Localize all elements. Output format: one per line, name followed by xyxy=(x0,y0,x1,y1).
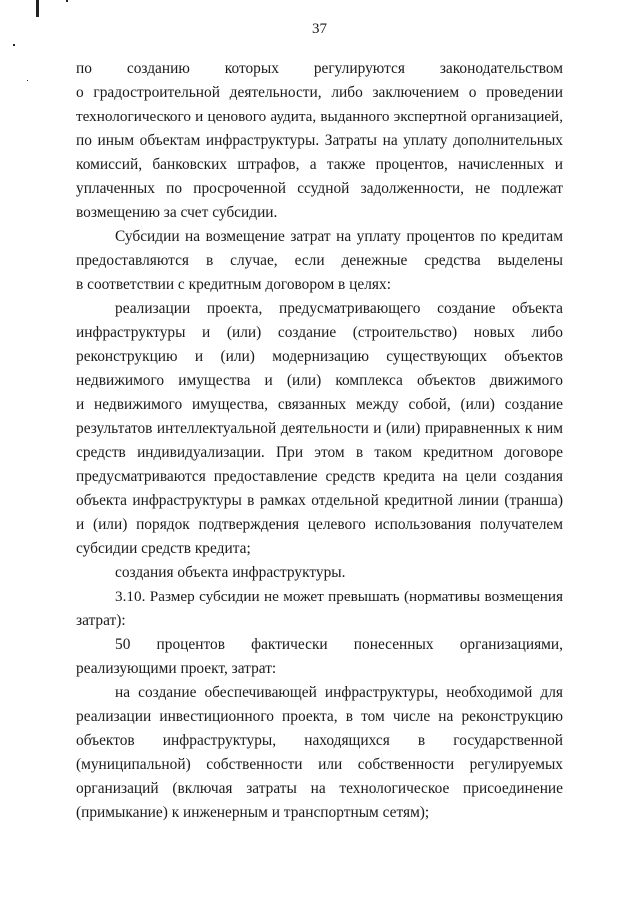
text-line: объектов инфраструктуры, находящихся в государственной xyxy=(76,732,563,749)
text-line: и недвижимого имущества, связанных между собой, (или) создание xyxy=(76,396,563,413)
scan-mark xyxy=(66,0,68,2)
text-line: создания объекта инфраструктуры. xyxy=(115,564,346,581)
text-line: и (или) порядок подтверждения целевого использования получателем xyxy=(76,516,563,533)
text-line: о градостроительной деятельности, либо заключением о проведении xyxy=(76,84,563,101)
text-line: объекта инфраструктуры в рамках отдельной кредитной линии (транша) xyxy=(76,492,563,509)
text-line: средств индивидуализации. При этом в таком кредитном договоре xyxy=(76,444,563,461)
text-line: реконструкцию и (или) модернизацию существующих объектов xyxy=(76,348,563,365)
text-line: инфраструктуры и (или) создание (строительство) новых либо xyxy=(76,324,563,341)
text-line: технологического и ценового аудита, выданного экспертной организацией, xyxy=(76,108,563,125)
scan-mark xyxy=(13,44,15,46)
text-line: уплаченных по просроченной ссудной задолженности, не подлежат xyxy=(76,180,563,197)
text-line: предусматриваются предоставление средств кредита на цели создания xyxy=(76,468,563,485)
text-line: комиссий, банковских штрафов, а также процентов, начисленных и xyxy=(76,156,563,173)
text-line: Субсидии на возмещение затрат на уплату процентов по кредитам xyxy=(115,228,563,245)
text-line: реализации инвестиционного проекта, в том числе на реконструкцию xyxy=(76,708,563,725)
text-line: организаций (включая затраты на технологическое присоединение xyxy=(76,780,563,797)
text-line: по созданию которых регулируются законодательством xyxy=(76,60,563,77)
text-line: в соответствии с кредитным договором в целях: xyxy=(76,276,391,293)
text-line: (примыкание) к инженерным и транспортным сетям); xyxy=(76,804,430,821)
text-line: 50 процентов фактически понесенных организациями, xyxy=(115,636,563,653)
text-line: результатов интеллектуальной деятельности и (или) приравненных к ним xyxy=(76,420,563,437)
text-line: реализующими проект, затрат: xyxy=(76,660,277,677)
text-line: (муниципальной) собственности или собственности регулируемых xyxy=(76,756,563,773)
text-line: возмещению за счет субсидии. xyxy=(76,204,278,221)
text-line: субсидии средств кредита; xyxy=(76,540,251,557)
text-line: на создание обеспечивающей инфраструктуры, необходимой для xyxy=(115,684,563,701)
text-line: затрат): xyxy=(76,612,126,629)
text-line: предоставляются в случае, если денежные средства выделены xyxy=(76,252,563,269)
text-line: 3.10. Размер субсидии не может превышать (нормативы возмещения xyxy=(115,588,563,605)
page-number: 37 xyxy=(312,21,327,37)
text-line: по иным объектам инфраструктуры. Затраты на уплату дополнительных xyxy=(76,132,563,149)
text-line: недвижимого имущества и (или) комплекса объектов движимого xyxy=(76,372,563,389)
scan-mark xyxy=(36,0,39,17)
scan-mark xyxy=(27,80,28,81)
text-line: реализации проекта, предусматривающего создание объекта xyxy=(115,300,563,317)
